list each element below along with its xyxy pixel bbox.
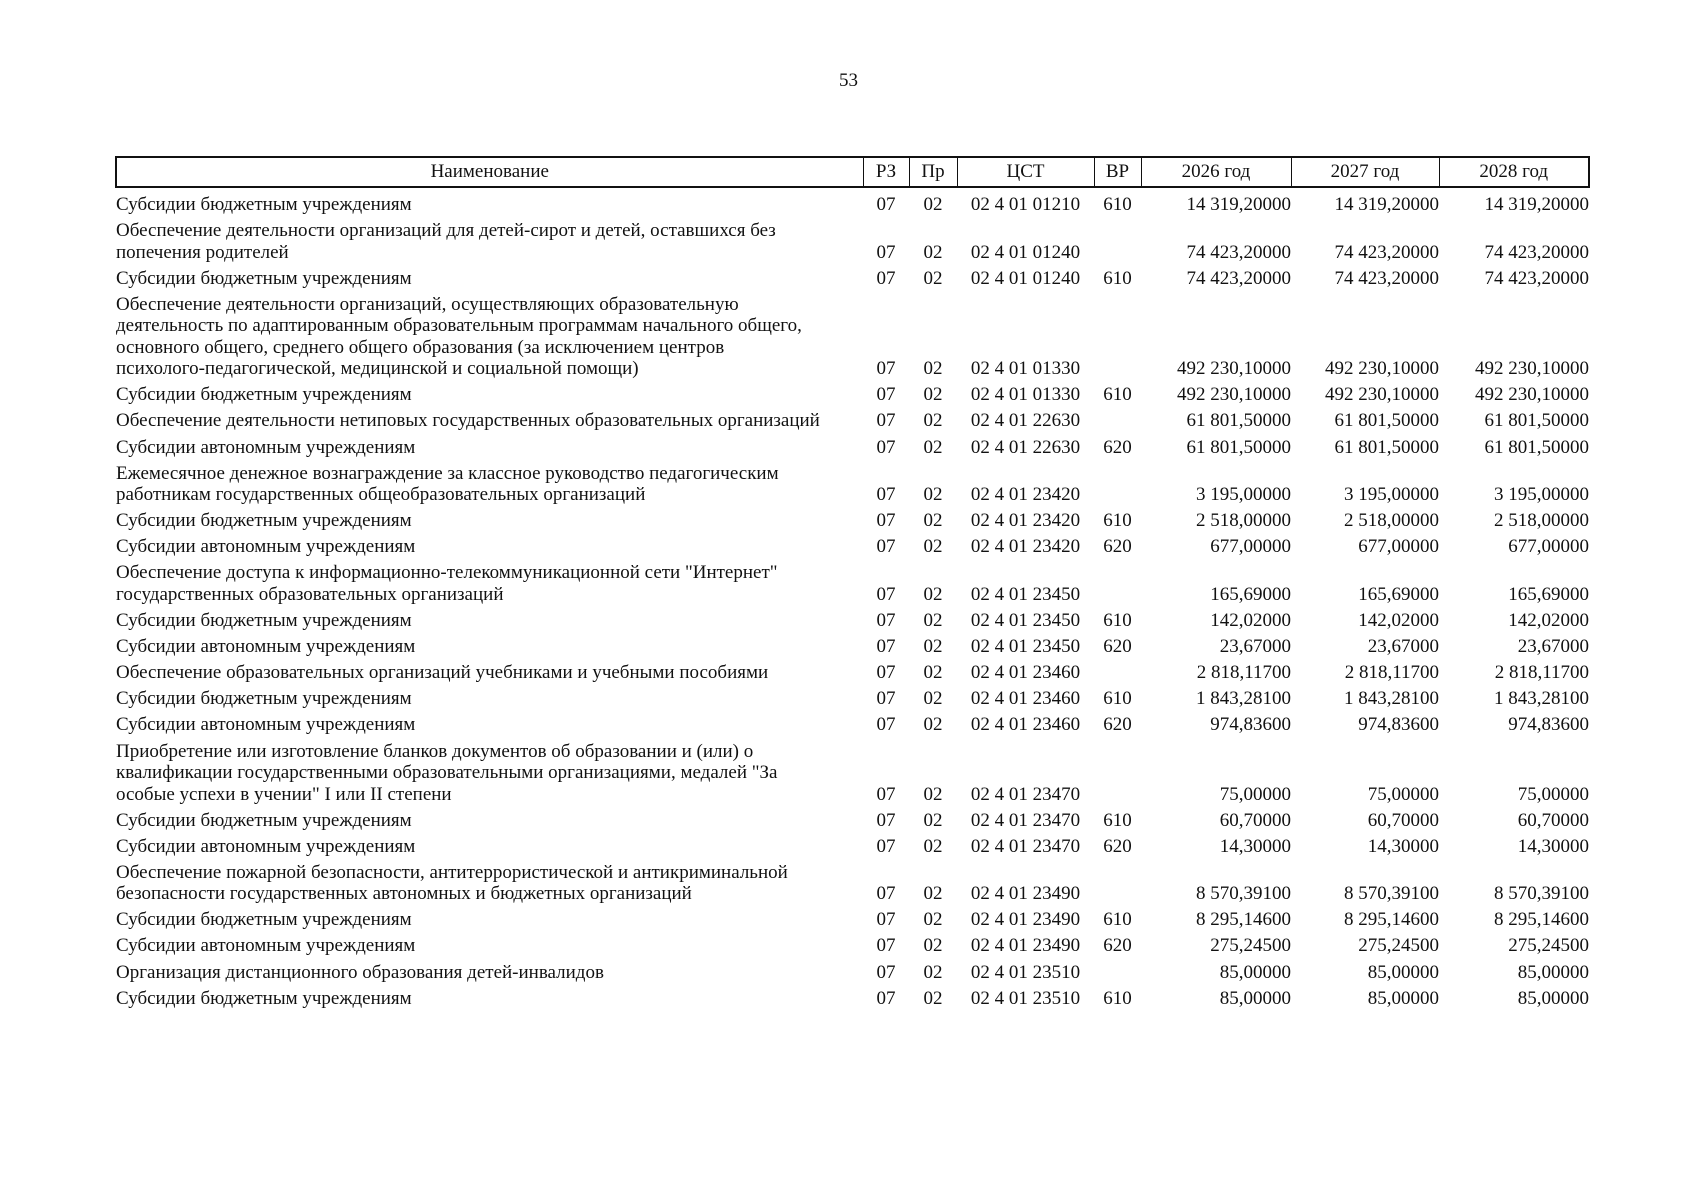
row-rz: 07 xyxy=(876,662,896,684)
row-vr xyxy=(1094,460,1141,508)
row-rz: 07 xyxy=(876,961,896,983)
row-vr xyxy=(1094,660,1141,686)
row-name xyxy=(116,408,863,434)
row-name-line: Обеспечение деятельности организаций для детей-сирот и детей, оставшихся без xyxy=(116,220,776,242)
header-cst: ЦСТ xyxy=(957,157,1094,187)
row-value-2027: 3 195,00000 xyxy=(1344,484,1439,506)
row-pr: 02 xyxy=(923,835,943,857)
row-cst: 02 4 01 23420 xyxy=(970,536,1081,558)
row-cst: 02 4 01 23470 xyxy=(970,809,1081,831)
table-row xyxy=(116,959,1589,985)
row-value-2028: 14 319,20000 xyxy=(1484,194,1589,215)
budget-table xyxy=(115,156,1590,1011)
row-value-2028: 492 230,10000 xyxy=(1475,358,1589,380)
row-name-line: Субсидии автономным учреждениям xyxy=(116,536,416,558)
row-vr xyxy=(1094,738,1141,807)
row-rz: 07 xyxy=(876,436,896,458)
row-name-line: Обеспечение доступа к информационно-телекоммуникационной сети "Интернет" xyxy=(116,562,778,584)
row-value-2028: 14,30000 xyxy=(1517,835,1589,857)
row-name xyxy=(116,712,863,738)
row-cst: 02 4 01 01240 xyxy=(970,267,1081,289)
row-rz: 07 xyxy=(876,267,896,289)
row-value-2026: 492 230,10000 xyxy=(1177,358,1291,380)
row-value-2026: 677,00000 xyxy=(1210,536,1291,558)
row-name xyxy=(116,686,863,712)
row-vr: 610 xyxy=(1103,688,1132,710)
table-row xyxy=(116,265,1589,291)
row-cst: 02 4 01 23470 xyxy=(970,835,1081,857)
row-name-line: Обеспечение деятельности нетиповых государственных образовательных организаций xyxy=(116,410,820,432)
header-2028: 2028 год xyxy=(1439,157,1589,187)
row-rz: 07 xyxy=(876,536,896,558)
row-value-2027: 61 801,50000 xyxy=(1334,410,1439,432)
row-name-line: Субсидии бюджетным учреждениям xyxy=(116,809,412,831)
row-name xyxy=(116,833,863,859)
row-value-2028: 8 295,14600 xyxy=(1494,909,1589,931)
row-value-2028: 165,69000 xyxy=(1508,583,1589,605)
row-value-2027: 1 843,28100 xyxy=(1344,688,1439,710)
page-number: 53 xyxy=(839,70,858,91)
row-cst: 02 4 01 23420 xyxy=(970,484,1081,506)
row-pr: 02 xyxy=(923,436,943,458)
row-name-line: Обеспечение пожарной безопасности, антитеррористической и антикриминальной xyxy=(116,861,788,883)
row-value-2028: 61 801,50000 xyxy=(1484,436,1589,458)
row-name-line: Обеспечение деятельности организаций, осуществляющих образовательную xyxy=(116,293,739,315)
row-value-2026: 74 423,20000 xyxy=(1186,267,1291,289)
row-value-2028: 142,02000 xyxy=(1508,610,1589,632)
row-cst: 02 4 01 01330 xyxy=(970,384,1081,406)
row-vr: 610 xyxy=(1103,194,1132,215)
row-value-2027: 142,02000 xyxy=(1358,610,1439,632)
row-value-2026: 14,30000 xyxy=(1219,835,1291,857)
row-rz: 07 xyxy=(876,583,896,605)
row-vr xyxy=(1094,291,1141,382)
row-vr: 620 xyxy=(1103,935,1132,957)
row-name-line: особые успехи в учении" I или II степени xyxy=(116,783,452,805)
row-name-line: Субсидии автономным учреждениям xyxy=(116,835,416,857)
row-vr: 610 xyxy=(1103,384,1132,406)
row-cst: 02 4 01 23490 xyxy=(970,935,1081,957)
row-vr: 620 xyxy=(1103,636,1132,658)
row-name xyxy=(116,634,863,660)
row-rz: 07 xyxy=(876,510,896,532)
row-pr: 02 xyxy=(923,935,943,957)
row-vr: 620 xyxy=(1103,536,1132,558)
row-vr: 610 xyxy=(1103,610,1132,632)
row-value-2026: 60,70000 xyxy=(1219,809,1291,831)
row-name-line: работникам государственных общеобразовательных организаций xyxy=(116,484,646,506)
row-cst: 02 4 01 23470 xyxy=(970,783,1081,805)
row-name xyxy=(116,807,863,833)
row-name-line: Субсидии бюджетным учреждениям xyxy=(116,688,412,710)
row-name xyxy=(116,907,863,933)
row-value-2028: 2 518,00000 xyxy=(1494,510,1589,532)
row-pr: 02 xyxy=(923,536,943,558)
row-name xyxy=(116,291,863,382)
row-pr: 02 xyxy=(923,384,943,406)
row-pr: 02 xyxy=(923,714,943,736)
row-name xyxy=(116,859,863,907)
row-name-line: Приобретение или изготовление бланков документов об образовании и (или) о xyxy=(116,740,754,762)
table-body xyxy=(116,187,1589,1011)
row-pr: 02 xyxy=(923,410,943,432)
row-rz: 07 xyxy=(876,410,896,432)
row-value-2028: 85,00000 xyxy=(1517,961,1589,983)
row-value-2028: 677,00000 xyxy=(1508,536,1589,558)
header-rz: РЗ xyxy=(863,157,909,187)
row-pr: 02 xyxy=(923,883,943,905)
row-value-2028: 74 423,20000 xyxy=(1484,267,1589,289)
row-vr: 610 xyxy=(1103,510,1132,532)
row-cst: 02 4 01 23490 xyxy=(970,883,1081,905)
row-cst: 02 4 01 23450 xyxy=(970,610,1081,632)
row-pr: 02 xyxy=(923,662,943,684)
row-rz: 07 xyxy=(876,688,896,710)
row-pr: 02 xyxy=(923,783,943,805)
table-row xyxy=(116,833,1589,859)
table-row xyxy=(116,807,1589,833)
row-name xyxy=(116,218,863,266)
row-name xyxy=(116,560,863,608)
row-cst: 02 4 01 23460 xyxy=(970,688,1081,710)
row-cst: 02 4 01 01330 xyxy=(970,358,1081,380)
row-value-2027: 75,00000 xyxy=(1367,783,1439,805)
row-value-2027: 14,30000 xyxy=(1367,835,1439,857)
row-name xyxy=(116,460,863,508)
row-vr: 610 xyxy=(1103,267,1132,289)
row-value-2026: 85,00000 xyxy=(1219,987,1291,1009)
row-value-2028: 2 818,11700 xyxy=(1494,662,1589,684)
row-cst: 02 4 01 22630 xyxy=(970,436,1081,458)
row-value-2026: 2 518,00000 xyxy=(1196,510,1291,532)
header-2027: 2027 год xyxy=(1291,157,1439,187)
row-name-line: Субсидии бюджетным учреждениям xyxy=(116,384,412,406)
row-name-line: попечения родителей xyxy=(116,241,289,263)
row-value-2027: 8 570,39100 xyxy=(1344,883,1439,905)
row-value-2028: 23,67000 xyxy=(1517,636,1589,658)
row-value-2027: 677,00000 xyxy=(1358,536,1439,558)
row-value-2026: 74 423,20000 xyxy=(1186,241,1291,263)
row-rz: 07 xyxy=(876,835,896,857)
row-cst: 02 4 01 23450 xyxy=(970,583,1081,605)
row-cst: 02 4 01 23420 xyxy=(970,510,1081,532)
table-row xyxy=(116,408,1589,434)
row-rz: 07 xyxy=(876,987,896,1009)
row-value-2026: 85,00000 xyxy=(1219,961,1291,983)
row-vr: 610 xyxy=(1103,909,1132,931)
row-value-2026: 3 195,00000 xyxy=(1196,484,1291,506)
row-rz: 07 xyxy=(876,636,896,658)
row-name-line: Субсидии автономным учреждениям xyxy=(116,935,416,957)
row-pr: 02 xyxy=(923,484,943,506)
row-value-2028: 974,83600 xyxy=(1508,714,1589,736)
row-value-2027: 2 818,11700 xyxy=(1344,662,1439,684)
row-value-2027: 165,69000 xyxy=(1358,583,1439,605)
row-pr: 02 xyxy=(923,194,943,215)
table-row xyxy=(116,634,1589,660)
table-row xyxy=(116,712,1589,738)
table-row xyxy=(116,460,1589,508)
table-row xyxy=(116,218,1589,266)
table-row xyxy=(116,686,1589,712)
row-name xyxy=(116,508,863,534)
row-name xyxy=(116,382,863,408)
row-value-2026: 165,69000 xyxy=(1210,583,1291,605)
row-value-2028: 74 423,20000 xyxy=(1484,241,1589,263)
table-row xyxy=(116,907,1589,933)
row-value-2028: 275,24500 xyxy=(1508,935,1589,957)
row-rz: 07 xyxy=(876,809,896,831)
table-row xyxy=(116,560,1589,608)
row-name-line: Субсидии автономным учреждениям xyxy=(116,636,416,658)
row-value-2027: 275,24500 xyxy=(1358,935,1439,957)
row-value-2027: 8 295,14600 xyxy=(1344,909,1439,931)
row-cst: 02 4 01 01210 xyxy=(970,194,1081,215)
row-rz: 07 xyxy=(876,241,896,263)
row-pr: 02 xyxy=(923,961,943,983)
row-name xyxy=(116,187,863,218)
row-cst: 02 4 01 23490 xyxy=(970,909,1081,931)
row-value-2027: 60,70000 xyxy=(1367,809,1439,831)
row-name-line: психолого-педагогической, медицинской и социальной помощи) xyxy=(116,358,639,380)
table-row xyxy=(116,660,1589,686)
row-vr: 610 xyxy=(1103,987,1132,1009)
row-value-2026: 75,00000 xyxy=(1219,783,1291,805)
row-value-2027: 23,67000 xyxy=(1367,636,1439,658)
row-rz: 07 xyxy=(876,610,896,632)
row-pr: 02 xyxy=(923,987,943,1009)
row-value-2028: 8 570,39100 xyxy=(1494,883,1589,905)
row-pr: 02 xyxy=(923,636,943,658)
row-vr: 620 xyxy=(1103,835,1132,857)
row-value-2026: 61 801,50000 xyxy=(1186,436,1291,458)
row-value-2027: 61 801,50000 xyxy=(1334,436,1439,458)
table-row xyxy=(116,859,1589,907)
row-value-2028: 1 843,28100 xyxy=(1494,688,1589,710)
row-vr: 620 xyxy=(1103,714,1132,736)
row-name-line: Обеспечение образовательных организаций учебниками и учебными пособиями xyxy=(116,662,769,684)
row-pr: 02 xyxy=(923,241,943,263)
row-value-2028: 60,70000 xyxy=(1517,809,1589,831)
row-name-line: деятельность по адаптированным образовательным программам начального общего, xyxy=(116,315,802,337)
row-pr: 02 xyxy=(923,510,943,532)
row-value-2027: 14 319,20000 xyxy=(1334,194,1439,215)
row-value-2028: 61 801,50000 xyxy=(1484,410,1589,432)
row-pr: 02 xyxy=(923,688,943,710)
row-value-2028: 75,00000 xyxy=(1517,783,1589,805)
row-name-line: Субсидии бюджетным учреждениям xyxy=(116,510,412,532)
row-name xyxy=(116,738,863,807)
row-pr: 02 xyxy=(923,358,943,380)
row-name xyxy=(116,660,863,686)
row-name-line: Субсидии бюджетным учреждениям xyxy=(116,909,412,931)
row-value-2028: 85,00000 xyxy=(1517,987,1589,1009)
row-value-2027: 974,83600 xyxy=(1358,714,1439,736)
row-name-line: Субсидии автономным учреждениям xyxy=(116,436,416,458)
row-name-line: основного общего, среднего общего образования (за исключением центров xyxy=(116,336,725,358)
row-cst: 02 4 01 23460 xyxy=(970,714,1081,736)
row-pr: 02 xyxy=(923,909,943,931)
row-rz: 07 xyxy=(876,384,896,406)
row-name-line: Ежемесячное денежное вознаграждение за классное руководство педагогическим xyxy=(116,462,779,484)
row-value-2026: 61 801,50000 xyxy=(1186,410,1291,432)
row-value-2027: 492 230,10000 xyxy=(1325,358,1439,380)
row-pr: 02 xyxy=(923,610,943,632)
row-vr xyxy=(1094,560,1141,608)
row-name-line: Организация дистанционного образования детей-инвалидов xyxy=(116,961,604,983)
row-value-2027: 74 423,20000 xyxy=(1334,267,1439,289)
table-row xyxy=(116,291,1589,382)
row-name xyxy=(116,933,863,959)
row-vr: 620 xyxy=(1103,436,1132,458)
row-cst: 02 4 01 01240 xyxy=(970,241,1081,263)
row-name-line: Субсидии автономным учреждениям xyxy=(116,714,416,736)
row-name xyxy=(116,534,863,560)
row-vr xyxy=(1094,218,1141,266)
row-name-line: Субсидии бюджетным учреждениям xyxy=(116,610,412,632)
header-2026: 2026 год xyxy=(1141,157,1291,187)
row-vr: 610 xyxy=(1103,809,1132,831)
row-value-2026: 142,02000 xyxy=(1210,610,1291,632)
row-value-2026: 492 230,10000 xyxy=(1177,384,1291,406)
row-pr: 02 xyxy=(923,267,943,289)
row-value-2027: 85,00000 xyxy=(1367,961,1439,983)
row-rz: 07 xyxy=(876,883,896,905)
table-header-row xyxy=(116,157,1589,187)
row-value-2026: 275,24500 xyxy=(1210,935,1291,957)
row-rz: 07 xyxy=(876,935,896,957)
row-name-line: квалификации государственными образовательными организациями, медалей "За xyxy=(116,762,778,783)
row-rz: 07 xyxy=(876,194,896,215)
row-value-2026: 14 319,20000 xyxy=(1186,194,1291,215)
row-pr: 02 xyxy=(923,809,943,831)
header-pr: Пр xyxy=(909,157,957,187)
row-name-line: безопасности государственных автономных и бюджетных организаций xyxy=(116,883,692,905)
row-value-2026: 8 295,14600 xyxy=(1196,909,1291,931)
table-row xyxy=(116,608,1589,634)
table-row xyxy=(116,508,1589,534)
table-row xyxy=(116,933,1589,959)
row-name xyxy=(116,265,863,291)
row-value-2026: 23,67000 xyxy=(1219,636,1291,658)
row-cst: 02 4 01 23460 xyxy=(970,662,1081,684)
row-vr xyxy=(1094,959,1141,985)
row-cst: 02 4 01 23510 xyxy=(970,961,1081,983)
row-name xyxy=(116,608,863,634)
row-value-2026: 2 818,11700 xyxy=(1196,662,1291,684)
row-name xyxy=(116,959,863,985)
header-name: Наименование xyxy=(116,157,863,187)
row-value-2027: 74 423,20000 xyxy=(1334,241,1439,263)
row-pr: 02 xyxy=(923,583,943,605)
header-vr: ВР xyxy=(1094,157,1141,187)
row-name-line: государственных образовательных организаций xyxy=(116,583,504,605)
row-name-line: Субсидии бюджетным учреждениям xyxy=(116,194,412,215)
row-cst: 02 4 01 22630 xyxy=(970,410,1081,432)
row-value-2028: 492 230,10000 xyxy=(1475,384,1589,406)
row-name-line: Субсидии бюджетным учреждениям xyxy=(116,267,412,289)
row-rz: 07 xyxy=(876,358,896,380)
row-value-2027: 85,00000 xyxy=(1367,987,1439,1009)
table-row xyxy=(116,434,1589,460)
row-cst: 02 4 01 23510 xyxy=(970,987,1081,1009)
row-vr xyxy=(1094,859,1141,907)
row-value-2026: 1 843,28100 xyxy=(1196,688,1291,710)
row-name xyxy=(116,985,863,1011)
row-value-2027: 492 230,10000 xyxy=(1325,384,1439,406)
row-value-2026: 974,83600 xyxy=(1210,714,1291,736)
row-rz: 07 xyxy=(876,909,896,931)
table-row xyxy=(116,738,1589,807)
table-row xyxy=(116,985,1589,1011)
row-value-2027: 2 518,00000 xyxy=(1344,510,1439,532)
table-row xyxy=(116,534,1589,560)
row-rz: 07 xyxy=(876,714,896,736)
row-name-line: Субсидии бюджетным учреждениям xyxy=(116,987,412,1009)
row-rz: 07 xyxy=(876,783,896,805)
row-value-2028: 3 195,00000 xyxy=(1494,484,1589,506)
row-name xyxy=(116,434,863,460)
table-row xyxy=(116,187,1589,218)
row-cst: 02 4 01 23450 xyxy=(970,636,1081,658)
row-vr xyxy=(1094,408,1141,434)
table-row xyxy=(116,382,1589,408)
row-value-2026: 8 570,39100 xyxy=(1196,883,1291,905)
row-rz: 07 xyxy=(876,484,896,506)
